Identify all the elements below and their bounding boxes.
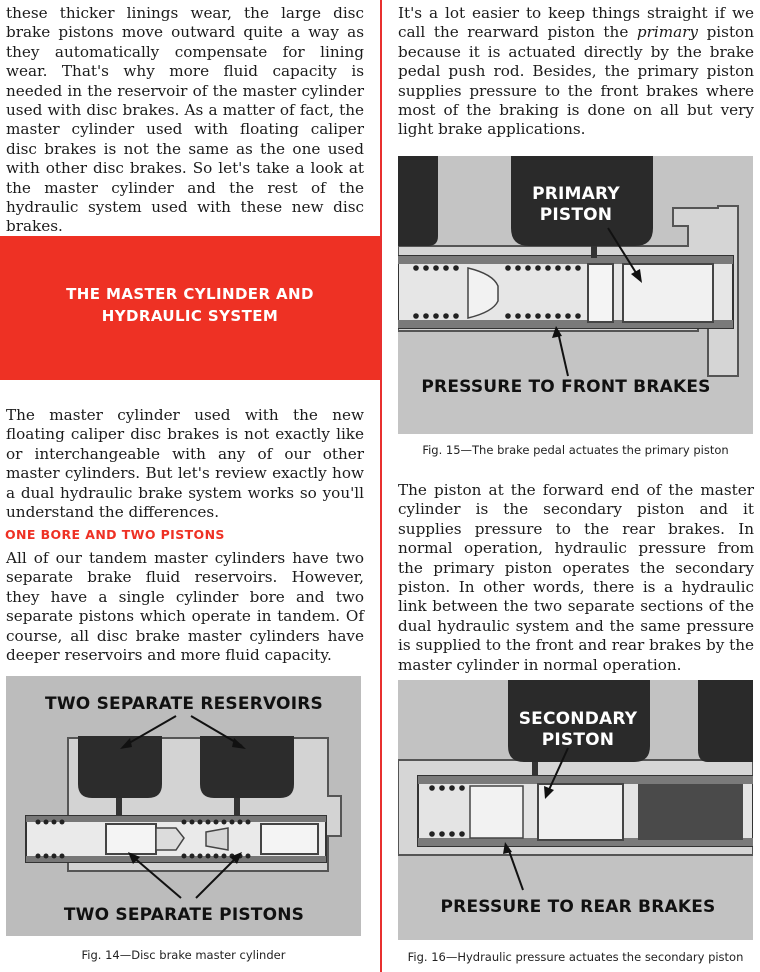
paragraph-one-bore: All of our tandem master cylinders have two separate brake fluid reservoirs. However, they have a single cylinder bore and two separate pistons which operate in tandem. Of course, all disc brake master cylinders have deeper reservoirs and more fluid capacity. (6, 549, 364, 665)
column-divider (380, 0, 382, 972)
figure-15-caption: Fig. 15—The brake pedal actuates the primary piston (422, 443, 729, 457)
figure-14-illustration (6, 676, 361, 936)
figure-15-illustration (398, 156, 753, 434)
subheading-one-bore: ONE BORE AND TWO PISTONS (5, 527, 225, 542)
fig14-label-pistons: TWO SEPARATE PISTONS (63, 905, 305, 925)
paragraph-primary-text-b: piston because it is actuated directly by the brake pedal push rod. Besides, the primary piston supplies pressure to the front brakes where most of the braking is done on all but very light brake applications. (398, 23, 754, 139)
paragraph-primary-text-a: It's a lot easier to keep things straight if we call the rearward piston the (398, 4, 754, 42)
fig16-label-rear-brakes: PRESSURE TO REAR BRAKES (440, 897, 716, 917)
fig16-label-secondary: SECONDARY (518, 709, 638, 729)
figure-16-caption: Fig. 16—Hydraulic pressure actuates the secondary piston (407, 950, 744, 964)
fig14-label-reservoirs: TWO SEPARATE RESERVOIRS (45, 694, 323, 714)
paragraph-primary-piston (398, 4, 754, 140)
figure-16-illustration (398, 680, 753, 940)
fig16-label-piston: PISTON (541, 730, 615, 750)
fig15-label-primary: PRIMARY (532, 184, 620, 204)
fig15-label-piston: PISTON (539, 205, 613, 225)
paragraph-primary-emphasis: primary (636, 23, 699, 42)
figure-14-caption: Fig. 14—Disc brake master cylinder (81, 948, 286, 962)
section-banner (0, 236, 380, 380)
paragraph-master-cylinder: The master cylinder used with the new floating caliper disc brakes is not exactly like or interchangeable with any of our other master cylinders. But let's review exactly how a dual hydraulic brake system works so you'll understand the differences. (6, 406, 364, 522)
paragraph-thicker-linings: these thicker linings wear, the large disc brake pistons move outward quite a way as they automatically compensate for lining wear. That's why more fluid capacity is needed in the reservoir of the master cylinder used with disc brakes. As a matter of fact, the master cylinder used with floating caliper disc brakes is not the same as the one used with other disc brakes. So let's take a look at the master cylinder and the rest of the hydraulic system used with these new disc brakes. (6, 4, 364, 236)
paragraph-secondary-piston: The piston at the forward end of the master cylinder is the secondary piston and it supplies pressure to the rear brakes. In normal operation, hydraulic pressure from the primary piston operates the secondary piston. In other words, there is a hydraulic link between the two separate sections of the dual hydraulic system and the same pressure is supplied to the front and rear brakes by the master cylinder in normal operation. (398, 481, 754, 674)
section-title: THE MASTER CYLINDER AND HYDRAULIC SYSTEM (66, 285, 314, 325)
fig15-label-front-brakes: PRESSURE TO FRONT BRAKES (421, 377, 711, 397)
